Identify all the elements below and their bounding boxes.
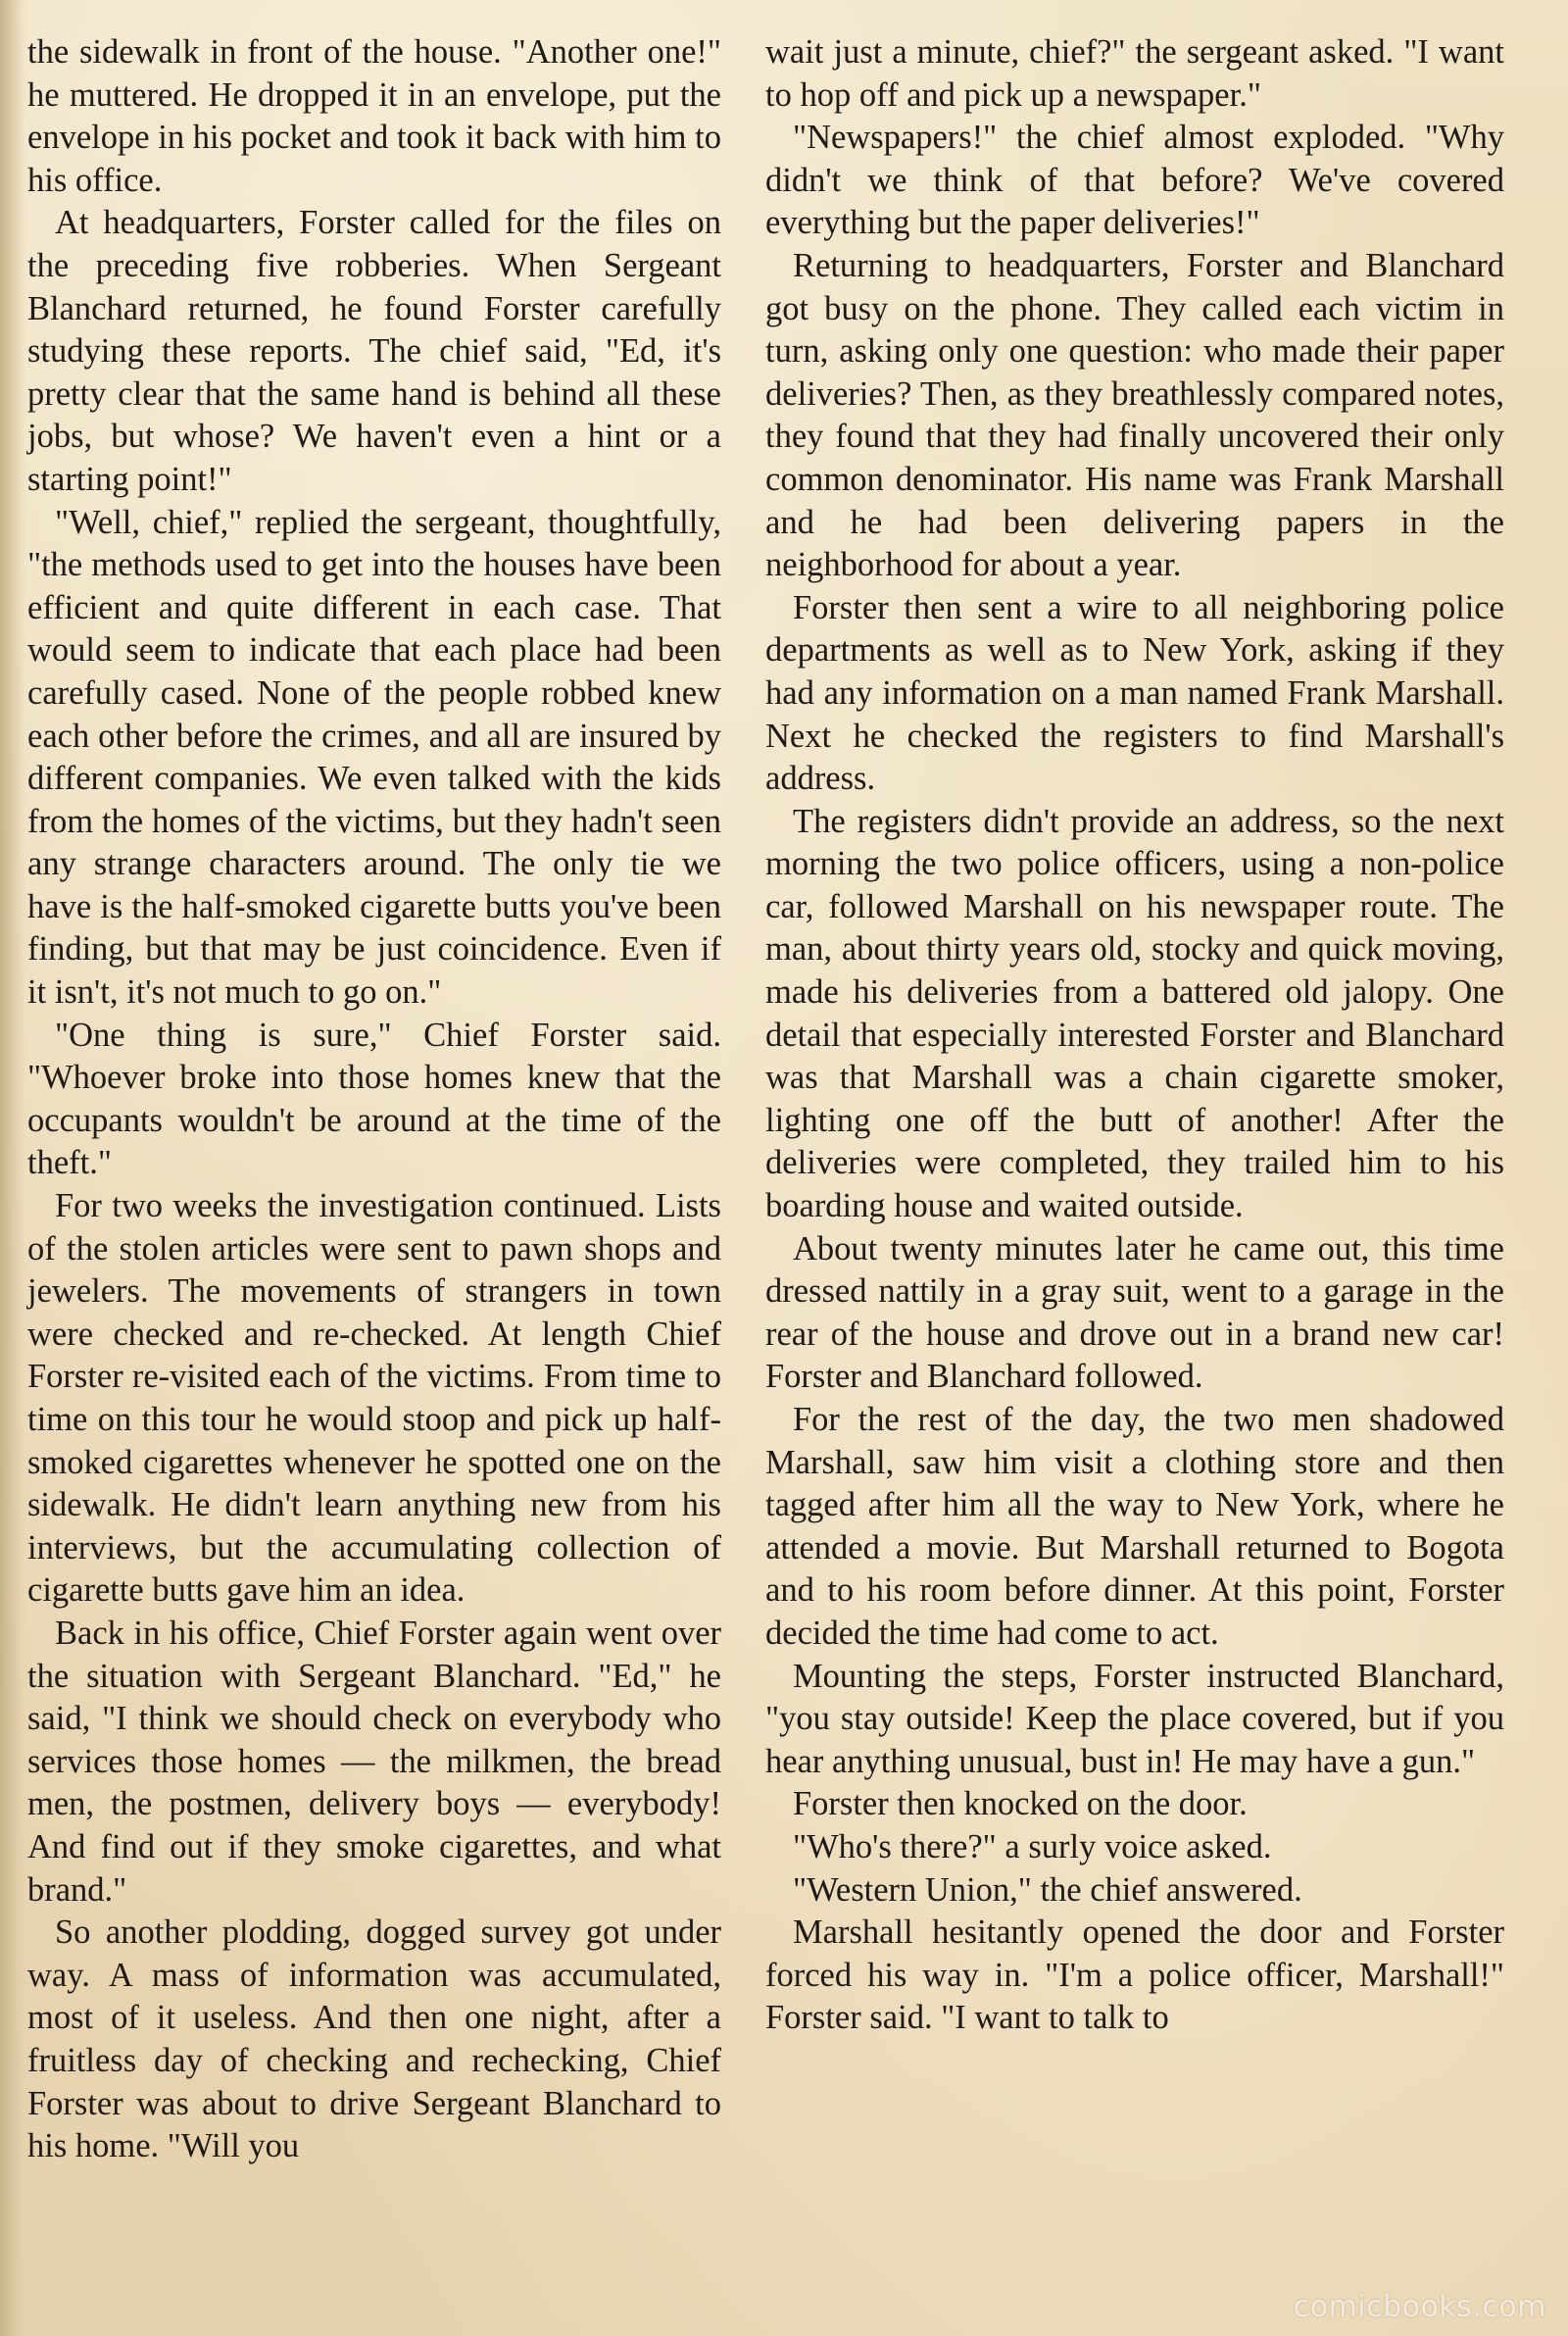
paragraph-right-7: For the rest of the day, the two men shadowed Marshall, saw him visit a clothing store and then tagged after him all the way to New York, where he attended a movie. But Marshall returned to Bogota and to his room before dinner. At this point, Forster decided the time had come to act. (765, 1401, 1504, 1652)
paragraph-right-3: Returning to headquarters, Forster and Blanchard got busy on the phone. They called each victim in turn, asking only one question: who made their paper deliveries? Then, as they breathlessly compared notes, they found that they had finally uncovered their only common denominator. His name was Frank Marshall and he had been delivering papers in the neighborhood for about a year. (765, 246, 1504, 584)
paragraph-right-10: "Who's there?" a surly voice asked. (793, 1827, 1272, 1865)
paragraph-right-5: The registers didn't provide an address, so the next morning the two police officers, using a non-police car, followed Marshall on his newspaper route. The man, about thirty years old, stocky and quick moving, made his deliveries from a battered old jalopy. One detail that especially interested Forster and Blanchard was that Marshall was a chain cigarette smoker, lighting one off the butt of another! After the deliveries were completed, they trailed him to his boarding house and waited outside. (765, 802, 1504, 1225)
paragraph-right-1: wait just a minute, chief?" the sergeant asked. "I want to hop off and pick up a newspaper." (765, 33, 1504, 114)
paragraph-left-6: Back in his office, Chief Forster again went over the situation with Sergeant Blanchard. "Ed," he said, "I think we should check on everybody who services those homes — the milkmen, the bread men, the postmen, delivery boys — everybody! And find out if they smoke cigarettes, and what brand." (27, 1614, 721, 1909)
paragraph-right-12: Marshall hesitantly opened the door and Forster forced his way in. "I'm a police officer, Marshall!" Forster said. "I want to talk to (765, 1914, 1504, 2037)
paragraph-right-6: About twenty minutes later he came out, this time dressed nattily in a gray suit, went to a garage in the rear of the house and drove out in a brand new car! Forster and Blanchard followed. (765, 1229, 1504, 1396)
paragraph-right-9: Forster then knocked on the door. (793, 1785, 1248, 1823)
left-column (27, 31, 721, 2168)
paragraph-left-4: "One thing is sure," Chief Forster said. "Whoever broke into those homes knew that the occupants wouldn't be around at the time of the theft." (27, 1016, 721, 1182)
paragraph-left-3: "Well, chief," replied the sergeant, thoughtfully, "the methods used to get into the houses have been efficient and quite different in each case. That would seem to indicate that each place had been carefully cased. None of the people robbed knew each other before the crimes, and all are insured by different companies. We even talked with the kids from the homes of the victims, but they hadn't seen any strange characters around. The only tie we have is the half-smoked cigarette butts you've been finding, but that may be just coincidence. Even if it isn't, it's not much to go on." (27, 503, 721, 1012)
paragraph-right-8: Mounting the steps, Forster instructed Blanchard, "you stay outside! Keep the place covered, but if you hear anything unusual, bust in! He may have a gun." (765, 1657, 1504, 1780)
paragraph-right-4: Forster then sent a wire to all neighboring police departments as well as to New York, asking if they had any information on a man named Frank Marshall. Next he checked the registers to find Marshall's address. (765, 588, 1504, 798)
binding-edge (0, 0, 25, 2336)
watermark: comicbooks.com (1293, 2290, 1546, 2324)
paragraph-right-11: "Western Union," the chief answered. (793, 1870, 1302, 1909)
paragraph-left-5: For two weeks the investigation continued. Lists of the stolen articles were sent to pawn shops and jewelers. The movements of strangers in town were checked and re-checked. At length Chief Forster re-visited each of the victims. From time to time on this tour he would stoop and pick up half-smoked cigarettes whenever he spotted one on the sidewalk. He didn't learn anything new from his interviews, but the accumulating collection of cigarette butts gave him an idea. (27, 1187, 721, 1610)
paragraph-left-1: the sidewalk in front of the house. "Another one!" he muttered. He dropped it in an envelope, put the envelope in his pocket and took it back with him to his office. (27, 33, 721, 199)
right-column (765, 31, 1504, 2040)
paragraph-right-2: "Newspapers!" the chief almost exploded. "Why didn't we think of that before? We've covered everything but the paper deliveries!" (765, 119, 1504, 242)
paragraph-left-7: So another plodding, dogged survey got under way. A mass of information was accumulated, most of it useless. And then one night, after a fruitless day of checking and rechecking, Chief Forster was about to drive Sergeant Blanchard to his home. "Will you (27, 1914, 721, 2165)
paragraph-left-2: At headquarters, Forster called for the files on the preceding five robberies. When Sergeant Blanchard returned, he found Forster carefully studying these reports. The chief said, "Ed, it's pretty clear that the same hand is behind all these jobs, but whose? We haven't even a hint or a starting point!" (27, 204, 721, 498)
